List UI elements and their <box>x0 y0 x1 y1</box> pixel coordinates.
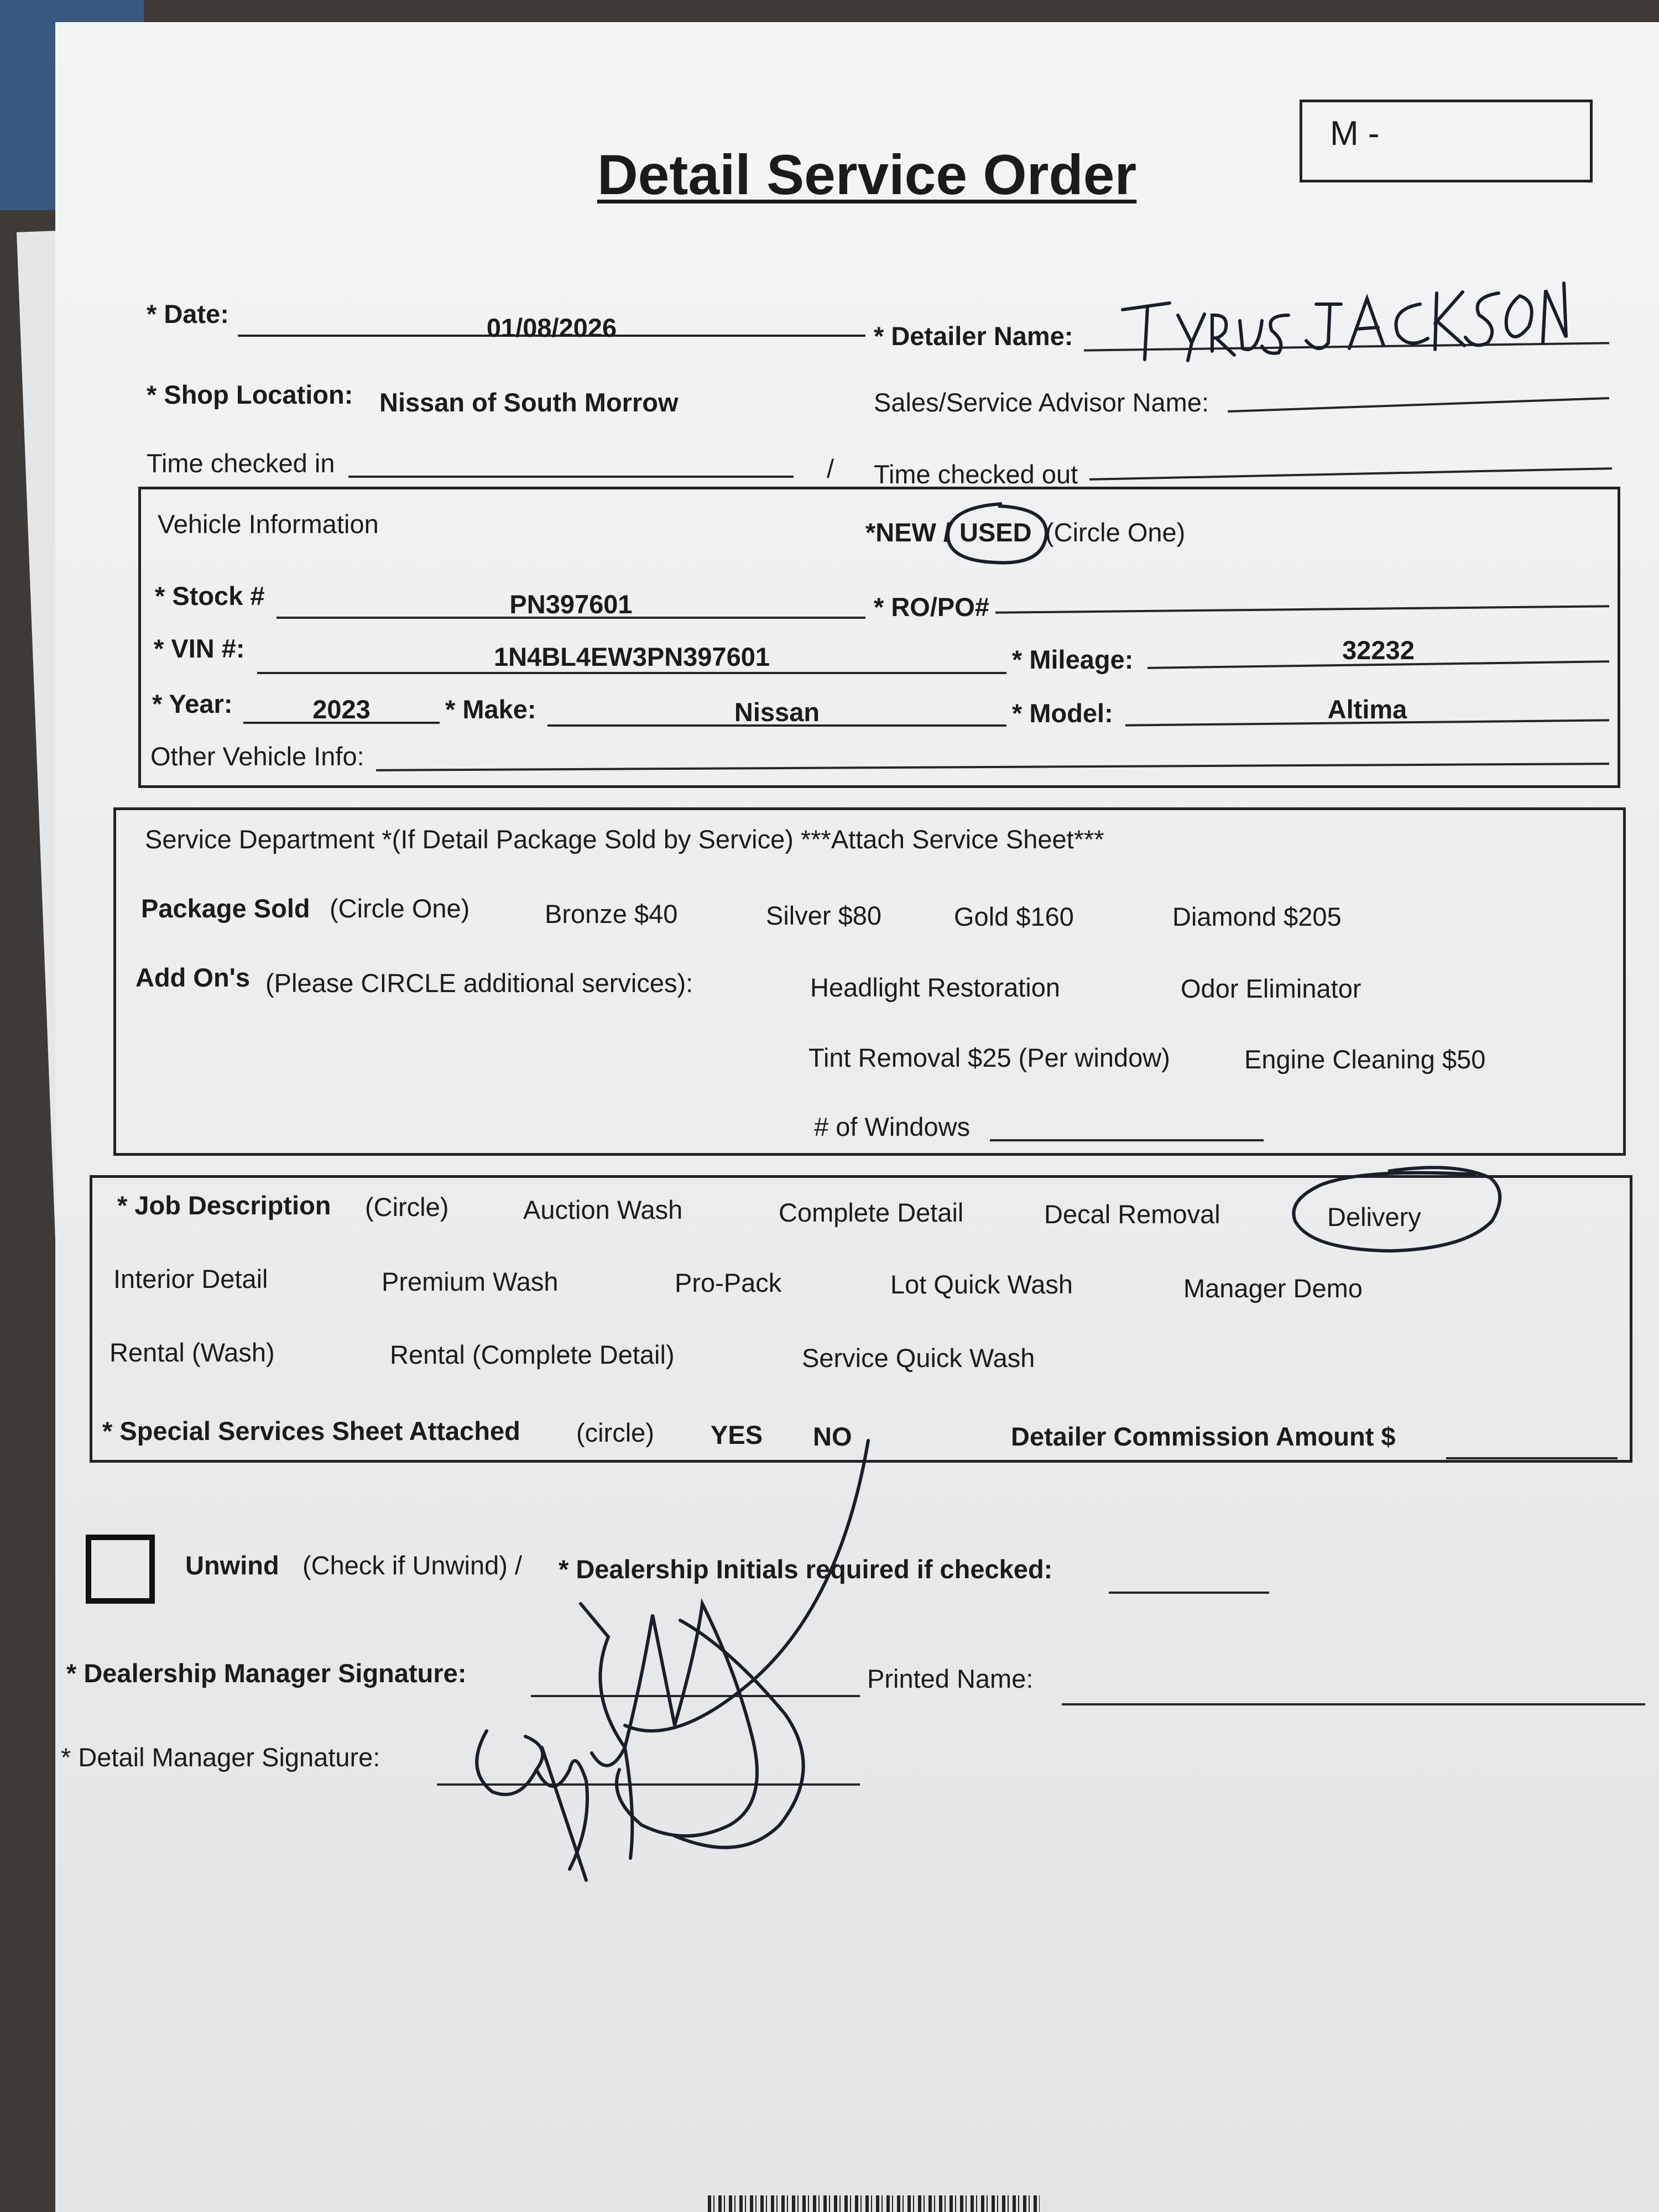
addons-label: Add On's <box>135 963 251 992</box>
job-description-label: * Job Description <box>117 1191 331 1220</box>
job-interior-detail[interactable]: Interior Detail <box>113 1264 268 1293</box>
manager-signature-scrawl <box>442 1438 896 1891</box>
special-services-label: * Special Services Sheet Attached <box>102 1416 520 1446</box>
job-lot-quick-wash[interactable]: Lot Quick Wash <box>890 1270 1073 1299</box>
windows-count-field[interactable] <box>990 1139 1264 1141</box>
barcode <box>708 2195 1040 2212</box>
job-rental-complete-detail[interactable]: Rental (Complete Detail) <box>390 1340 675 1369</box>
year-field[interactable]: 2023 <box>312 695 371 724</box>
job-service-quick-wash[interactable]: Service Quick Wash <box>802 1343 1035 1373</box>
job-manager-demo[interactable]: Manager Demo <box>1183 1274 1363 1303</box>
vin-field[interactable]: 1N4BL4EW3PN397601 <box>494 642 770 671</box>
package-bronze[interactable]: Bronze $40 <box>545 899 678 928</box>
unwind-checkbox[interactable] <box>86 1535 155 1604</box>
vin-underline <box>257 672 1006 674</box>
dealership-manager-signature-label: * Dealership Manager Signature: <box>66 1658 467 1688</box>
other-vehicle-info-label: Other Vehicle Info: <box>150 742 364 771</box>
detail-manager-signature-field[interactable] <box>437 1783 860 1786</box>
shop-location-label: * Shop Location: <box>147 380 353 409</box>
job-rental-wash[interactable]: Rental (Wash) <box>109 1338 275 1367</box>
package-sold-hint: (Circle One) <box>330 894 470 923</box>
commission-label: Detailer Commission Amount $ <box>1011 1422 1396 1451</box>
mileage-field[interactable]: 32232 <box>1342 635 1415 665</box>
job-auction-wash[interactable]: Auction Wash <box>523 1195 683 1224</box>
package-silver[interactable]: Silver $80 <box>766 901 881 930</box>
time-checked-in-field[interactable] <box>348 476 794 478</box>
job-complete-detail[interactable]: Complete Detail <box>779 1198 964 1227</box>
condition-new-option[interactable]: *NEW / <box>865 518 951 547</box>
make-label: * Make: <box>445 695 536 724</box>
time-separator: / <box>827 454 834 483</box>
addon-headlight-restoration[interactable]: Headlight Restoration <box>810 973 1060 1002</box>
service-department-header: Service Department *(If Detail Package Sold by Service) ***Attach Service Sheet*** <box>145 825 1104 854</box>
printed-name-field[interactable] <box>1062 1703 1645 1705</box>
service-order-form <box>55 22 1659 2212</box>
condition-hint: (Circle One) <box>1045 518 1186 547</box>
job-decal-removal[interactable]: Decal Removal <box>1044 1199 1220 1229</box>
unwind-hint: (Check if Unwind) / <box>302 1551 522 1580</box>
special-services-hint: (circle) <box>576 1418 654 1447</box>
dealership-manager-signature-field[interactable] <box>531 1695 860 1697</box>
package-sold-label: Package Sold <box>141 894 310 923</box>
job-description-hint: (Circle) <box>365 1192 449 1222</box>
model-field[interactable]: Altima <box>1327 695 1407 724</box>
printed-name-label: Printed Name: <box>867 1664 1034 1693</box>
time-checked-out-label: Time checked out <box>874 460 1078 489</box>
date-field[interactable]: 01/08/2026 <box>486 313 617 342</box>
page-title: Detail Service Order <box>597 143 1137 206</box>
job-delivery[interactable]: Delivery <box>1327 1202 1421 1232</box>
addon-odor-eliminator[interactable]: Odor Eliminator <box>1181 974 1361 1003</box>
addon-tint-removal[interactable]: Tint Removal $25 (Per window) <box>808 1043 1170 1072</box>
windows-count-label: # of Windows <box>814 1112 971 1141</box>
commission-field[interactable] <box>1446 1457 1618 1459</box>
addon-engine-cleaning[interactable]: Engine Cleaning $50 <box>1244 1045 1486 1074</box>
shop-location-value: Nissan of South Morrow <box>379 388 679 417</box>
ro-po-label: * RO/PO# <box>874 592 989 622</box>
date-label: * Date: <box>147 299 229 328</box>
time-checked-out-field[interactable] <box>1089 467 1612 481</box>
detailer-name-label: * Detailer Name: <box>874 321 1073 351</box>
condition-used-option[interactable]: USED <box>959 518 1032 547</box>
job-pro-pack[interactable]: Pro-Pack <box>675 1268 782 1297</box>
stock-field[interactable]: PN397601 <box>509 589 633 619</box>
model-label: * Model: <box>1012 698 1113 728</box>
vin-label: * VIN #: <box>154 634 245 663</box>
advisor-name-label: Sales/Service Advisor Name: <box>874 388 1209 417</box>
vehicle-section-label: Vehicle Information <box>158 509 379 539</box>
package-gold[interactable]: Gold $160 <box>954 902 1074 931</box>
unwind-label: Unwind <box>185 1551 279 1580</box>
special-services-no[interactable]: NO <box>813 1422 852 1451</box>
dealership-initials-label: * Dealership Initials required if checked: <box>559 1554 1053 1584</box>
detailer-name-underline <box>1084 342 1609 351</box>
order-number-prefix: M - <box>1330 114 1380 153</box>
special-services-yes[interactable]: YES <box>711 1420 763 1449</box>
year-label: * Year: <box>152 689 233 718</box>
detail-manager-signature-label: * Detail Manager Signature: <box>61 1743 380 1772</box>
time-checked-in-label: Time checked in <box>147 448 335 478</box>
dealership-initials-field[interactable] <box>1109 1592 1269 1594</box>
package-diamond[interactable]: Diamond $205 <box>1172 902 1342 931</box>
advisor-name-field[interactable] <box>1228 397 1609 413</box>
make-field[interactable]: Nissan <box>734 697 820 727</box>
stock-label: * Stock # <box>155 581 265 611</box>
mileage-label: * Mileage: <box>1012 645 1134 674</box>
addons-hint: (Please CIRCLE additional services): <box>265 968 693 998</box>
job-premium-wash[interactable]: Premium Wash <box>382 1267 559 1296</box>
